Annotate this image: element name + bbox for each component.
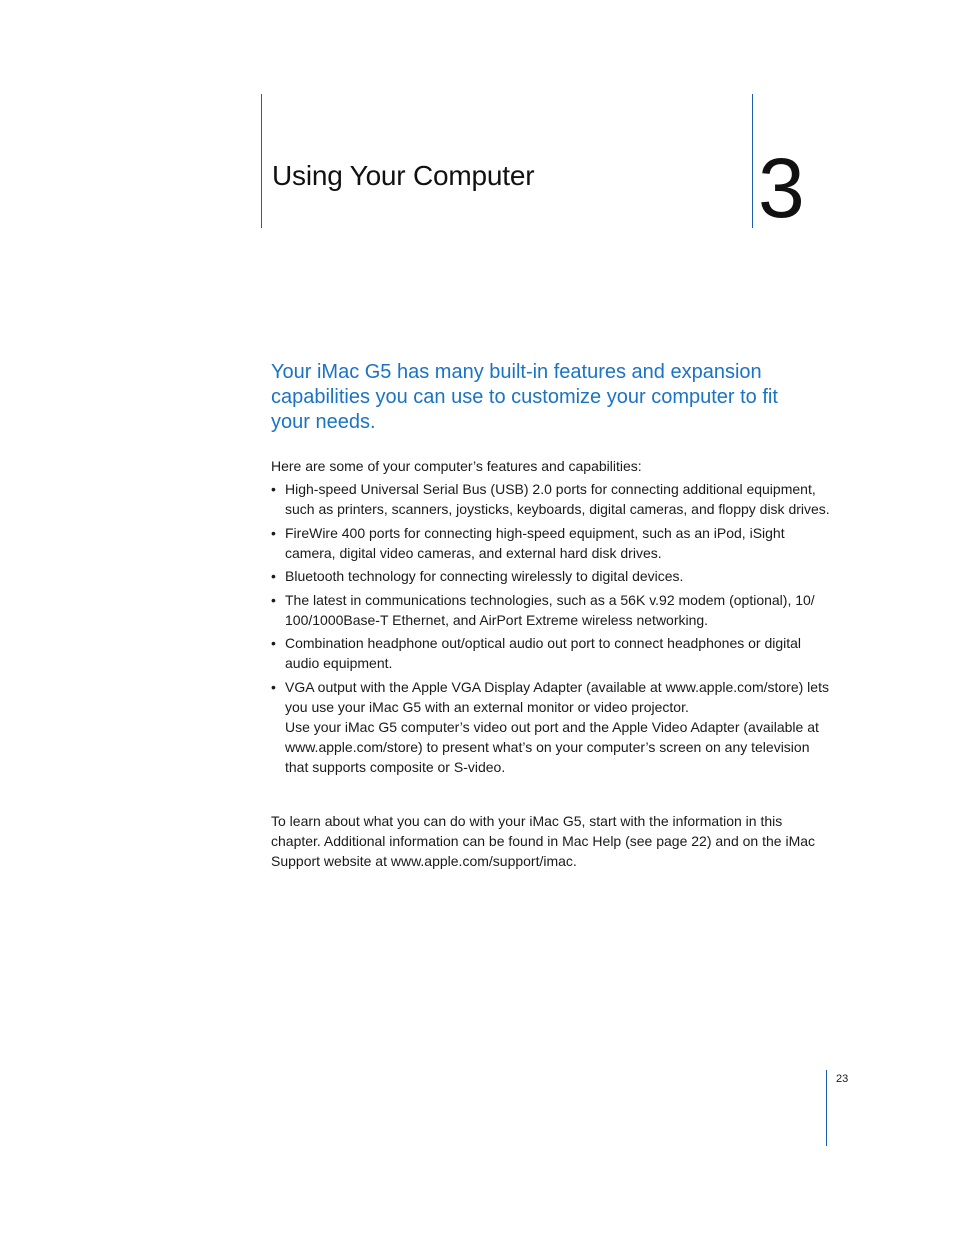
- feature-extra-text: Use your iMac G5 computer’s video out port and the Apple Video Adapter (available at www.apple.com/store) to present what’s on your computer’s screen on any television that supports composite or S-video.: [285, 718, 819, 775]
- folio-rule: [826, 1070, 827, 1146]
- bullet-icon: •: [271, 524, 276, 541]
- feature-item-video: [271, 677, 831, 777]
- feature-item-bluetooth: [271, 566, 831, 586]
- chapter-rule-left: [261, 94, 262, 228]
- feature-item-audio: [271, 633, 831, 673]
- feature-item-communications: [271, 590, 831, 630]
- bullet-icon: •: [271, 481, 276, 497]
- bullet-icon: •: [271, 635, 276, 651]
- lead-paragraph: Here are some of your computer’s features and capabilities:: [271, 458, 642, 474]
- feature-text: FireWire 400 ports for connecting high-speed equipment, such as an iPod, iSight camera, digital video cameras, and external hard disk drives.: [285, 524, 785, 561]
- bullet-icon: •: [271, 568, 276, 584]
- feature-item-firewire: [271, 523, 831, 563]
- closing-paragraph: To learn about what you can do with your iMac G5, start with the information in this chapter. Additional information can be found in Mac Help (see page 22) and on the iMac Support website at www.apple.com/support/imac.: [271, 813, 816, 869]
- chapter-title: Using Your Computer: [272, 160, 535, 191]
- bullet-icon: •: [271, 678, 276, 695]
- bullet-icon: •: [271, 591, 276, 608]
- feature-text: The latest in communications technologies, such as a 56K v.92 modem (optional), 10/ 100/1000Base-T Ethernet, and AirPort Extreme wireless networking.: [285, 591, 815, 628]
- intro-heading: Your iMac G5 has many built-in features and expansion capabilities you can use to customize your computer to fit your needs.: [271, 361, 778, 433]
- chapter-number: 3: [758, 141, 803, 235]
- feature-text: Combination headphone out/optical audio out port to connect headphones or digital audio equipment.: [285, 635, 802, 671]
- feature-text: VGA output with the Apple VGA Display Adapter (available at www.apple.com/store) lets you use your iMac G5 with an external monitor or video projector.: [285, 678, 829, 715]
- page-number: 23: [836, 1073, 849, 1085]
- feature-text: High-speed Universal Serial Bus (USB) 2.0 ports for connecting additional equipment, such as printers, scanners, joysticks, keyboards, digital cameras, and floppy disk drives.: [285, 481, 830, 517]
- feature-text: Bluetooth technology for connecting wirelessly to digital devices.: [285, 568, 684, 584]
- feature-item-usb: [271, 479, 831, 519]
- chapter-rule-right: [752, 94, 753, 228]
- feature-list: [271, 479, 831, 780]
